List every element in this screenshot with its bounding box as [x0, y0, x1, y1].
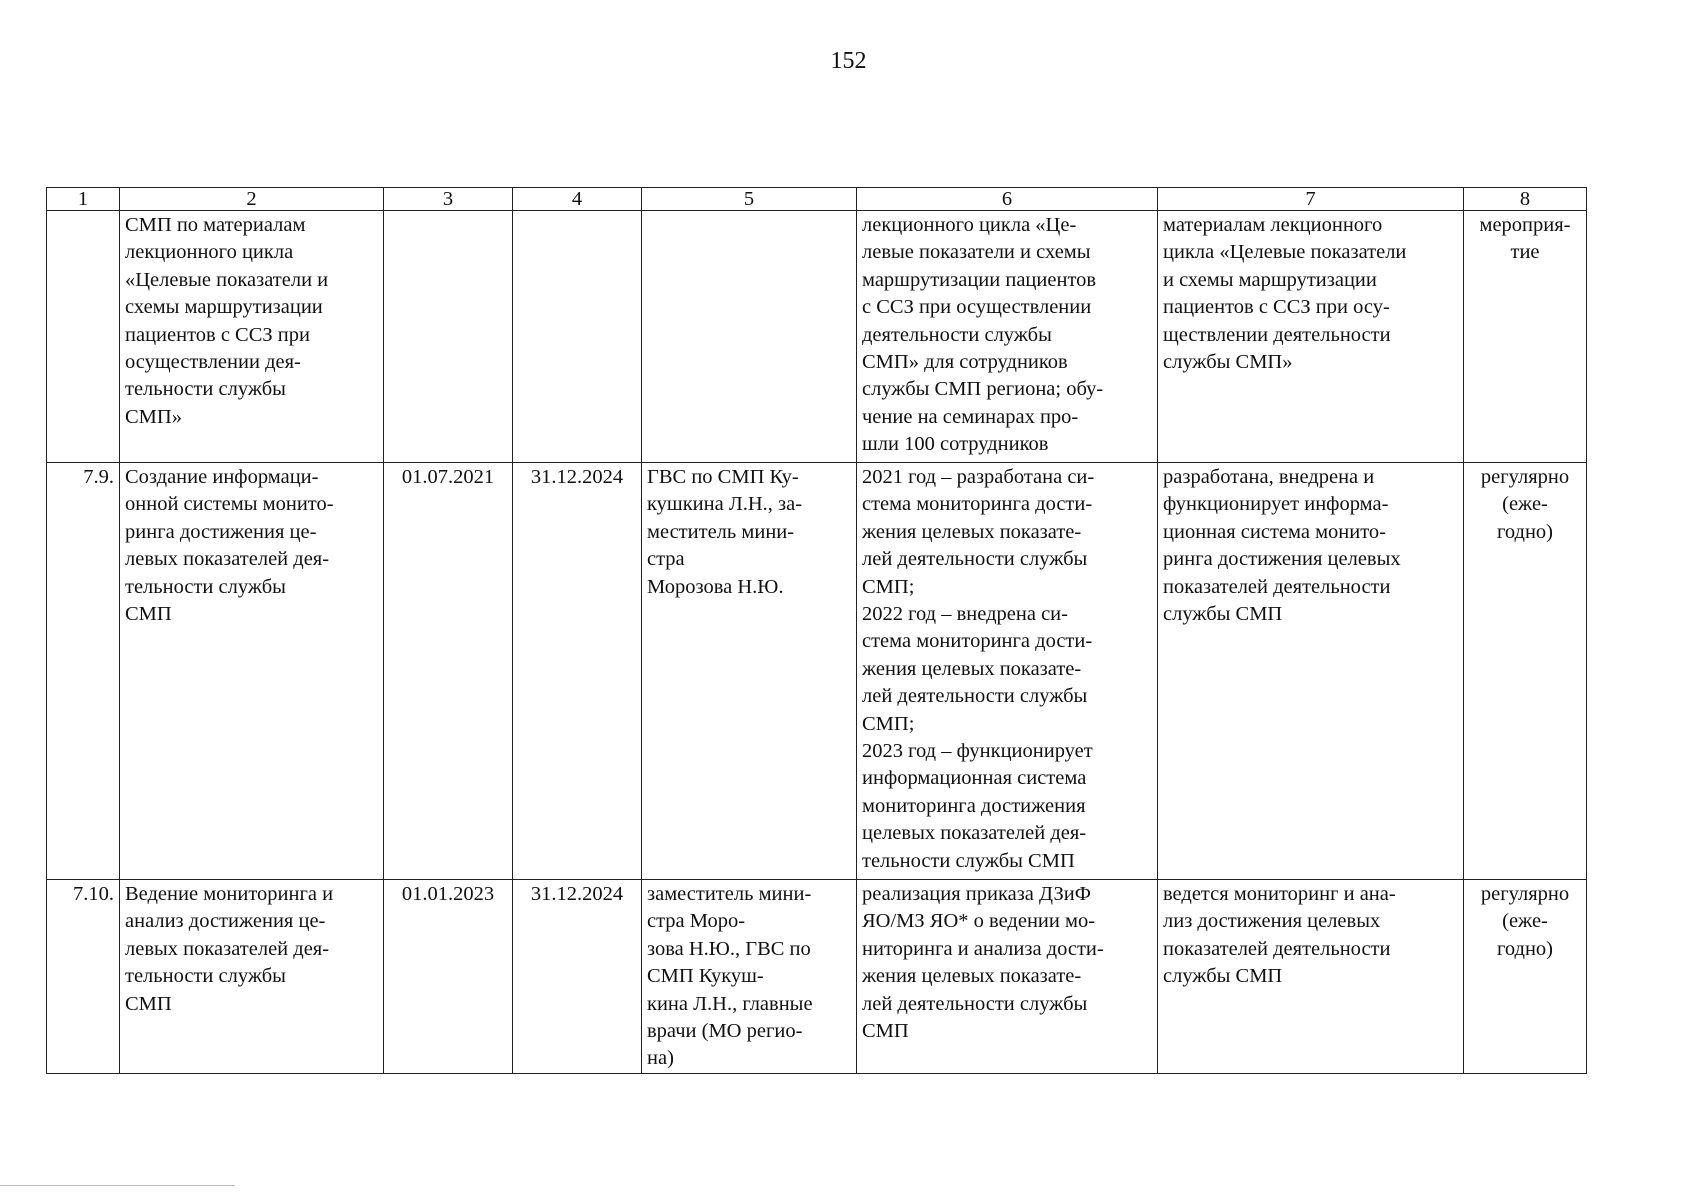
- responsible: заместитель мини- стра Моро- зова Н.Ю., ГВС по СМП Кукуш- кина Л.Н., главные врачи (МО регио- на): [642, 880, 857, 1074]
- footnote-divider: [0, 1185, 235, 1186]
- row-number: 7.9.: [47, 463, 120, 880]
- table-row: [47, 463, 1587, 880]
- frequency: регулярно (еже- годно): [1464, 463, 1587, 880]
- frequency: регулярно (еже- годно): [1464, 880, 1587, 1074]
- activity-name: Создание информаци- онной системы монито- ринга достижения це- левых показателей дея- тельности службы СМП: [120, 463, 384, 880]
- frequency: мероприя- тие: [1464, 211, 1587, 463]
- expected-result: 2021 год – разработана си- стема мониторинга дости- жения целевых показате- лей деятельности службы СМП; 2022 год – внедрена си- стема мониторинга дости- жения целевых показате- лей деятельности службы СМП; 2023 год – функционирует информационная система мониторинга достижения целевых показателей дея- тельности службы СМП: [857, 463, 1158, 880]
- page-number: 152: [830, 48, 867, 74]
- column-header: 2: [120, 188, 384, 211]
- column-header: 7: [1158, 188, 1464, 211]
- row-number: 7.10.: [47, 880, 120, 1074]
- table-row: [47, 880, 1587, 1074]
- column-header: 4: [513, 188, 642, 211]
- column-header: 3: [384, 188, 513, 211]
- responsible: ГВС по СМП Ку- кушкина Л.Н., за- меститель мини- стра Морозова Н.Ю.: [642, 463, 857, 880]
- activity-name: СМП по материалам лекционного цикла «Целевые показатели и схемы маршрутизации пациентов с ССЗ при осуществлении дея- тельности службы СМП»: [120, 211, 384, 463]
- start-date: 01.01.2023: [384, 880, 513, 1074]
- expected-result: лекционного цикла «Це- левые показатели и схемы маршрутизации пациентов с ССЗ при осуществлении деятельности службы СМП» для сотрудников службы СМП региона; обу- чение на семинарах про- шли 100 сотрудников: [857, 211, 1158, 463]
- end-date: 31.12.2024: [513, 880, 642, 1074]
- control-indicator: ведется мониторинг и ана- лиз достижения целевых показателей деятельности службы СМП: [1158, 880, 1464, 1074]
- end-date: [513, 211, 642, 463]
- plan-table: [46, 187, 1587, 1074]
- responsible: [642, 211, 857, 463]
- start-date: [384, 211, 513, 463]
- column-header: 1: [47, 188, 120, 211]
- control-indicator: материалам лекционного цикла «Целевые показатели и схемы маршрутизации пациентов с ССЗ при осу- ществлении деятельности службы СМП»: [1158, 211, 1464, 463]
- start-date: 01.07.2021: [384, 463, 513, 880]
- column-header: 6: [857, 188, 1158, 211]
- expected-result: реализация приказа ДЗиФ ЯО/МЗ ЯО* о ведении мо- ниторинга и анализа дости- жения целевых показате- лей деятельности службы СМП: [857, 880, 1158, 1074]
- row-number: [47, 211, 120, 463]
- column-number-row: [47, 188, 1587, 211]
- control-indicator: разработана, внедрена и функционирует информа- ционная система монито- ринга достижения целевых показателей деятельности службы СМП: [1158, 463, 1464, 880]
- column-header: 8: [1464, 188, 1587, 211]
- end-date: 31.12.2024: [513, 463, 642, 880]
- column-header: 5: [642, 188, 857, 211]
- activity-name: Ведение мониторинга и анализ достижения це- левых показателей дея- тельности службы СМП: [120, 880, 384, 1074]
- table-row: [47, 211, 1587, 463]
